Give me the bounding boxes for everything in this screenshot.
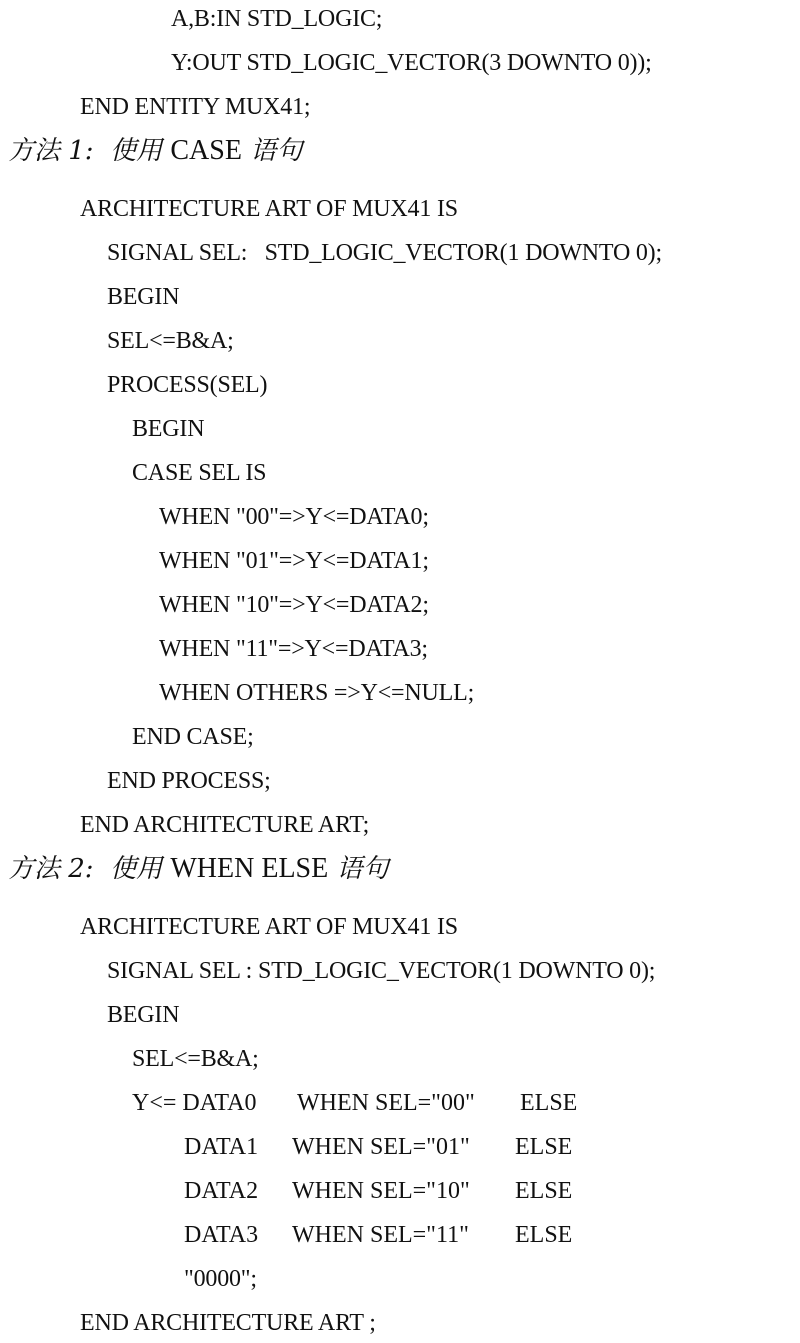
end-entity-line: END ENTITY MUX41; [80, 94, 311, 120]
code-line: WHEN "10"=>Y<=DATA2; [159, 592, 429, 618]
method2-heading-prefix: 方法 2: 使用 [8, 854, 171, 884]
code-line: WHEN "01"=>Y<=DATA1; [159, 548, 429, 574]
code-line: PROCESS(SEL) [107, 372, 268, 398]
code-line: BEGIN [107, 284, 180, 310]
code-line: SEL<=B&A; [132, 1046, 259, 1072]
code-line: END PROCESS; [107, 768, 271, 794]
assign-target: Y<= DATA0 [132, 1090, 257, 1116]
code-line: END CASE; [132, 724, 254, 750]
code-line: CASE SEL IS [132, 460, 267, 486]
code-line: WHEN "00"=>Y<=DATA0; [159, 504, 429, 530]
assign-condition: WHEN SEL="10" [292, 1178, 470, 1204]
assign-condition: WHEN SEL="11" [292, 1222, 469, 1248]
assign-else: ELSE [515, 1222, 573, 1248]
method1-heading-suffix: 语句 [241, 136, 303, 166]
entity-port-line: Y:OUT STD_LOGIC_VECTOR(3 DOWNTO 0)); [171, 50, 652, 76]
code-line: ARCHITECTURE ART OF MUX41 IS [80, 196, 458, 222]
code-line: END ARCHITECTURE ART; [80, 812, 370, 838]
assign-else: ELSE [520, 1090, 578, 1116]
end-architecture-line: END ARCHITECTURE ART ; [80, 1310, 376, 1336]
assign-target: DATA3 [184, 1222, 259, 1248]
assign-condition: WHEN SEL="00" [297, 1090, 475, 1116]
method1-heading-keyword: CASE [170, 135, 242, 166]
method2-heading-suffix: 语句 [328, 854, 389, 884]
code-line: SIGNAL SEL : STD_LOGIC_VECTOR(1 DOWNTO 0); [107, 958, 656, 984]
assign-target: DATA1 [184, 1134, 259, 1160]
assign-else: ELSE [515, 1178, 573, 1204]
method1-heading [8, 134, 302, 168]
code-line: BEGIN [132, 416, 205, 442]
entity-port-line: A,B:IN STD_LOGIC; [171, 6, 383, 32]
code-line: WHEN "11"=>Y<=DATA3; [159, 636, 428, 662]
method2-heading-keyword: WHEN ELSE [170, 853, 329, 884]
default-value-line: "0000"; [184, 1266, 257, 1292]
method1-heading-prefix: 方法 1: 使用 [8, 136, 171, 166]
code-line: BEGIN [107, 1002, 180, 1028]
code-line: SEL<=B&A; [107, 328, 234, 354]
assign-target: DATA2 [184, 1178, 259, 1204]
method2-heading [8, 852, 389, 886]
assign-condition: WHEN SEL="01" [292, 1134, 470, 1160]
code-line: WHEN OTHERS =>Y<=NULL; [159, 680, 475, 706]
code-line: ARCHITECTURE ART OF MUX41 IS [80, 914, 458, 940]
assign-else: ELSE [515, 1134, 573, 1160]
code-line: SIGNAL SEL: STD_LOGIC_VECTOR(1 DOWNTO 0); [107, 240, 662, 266]
